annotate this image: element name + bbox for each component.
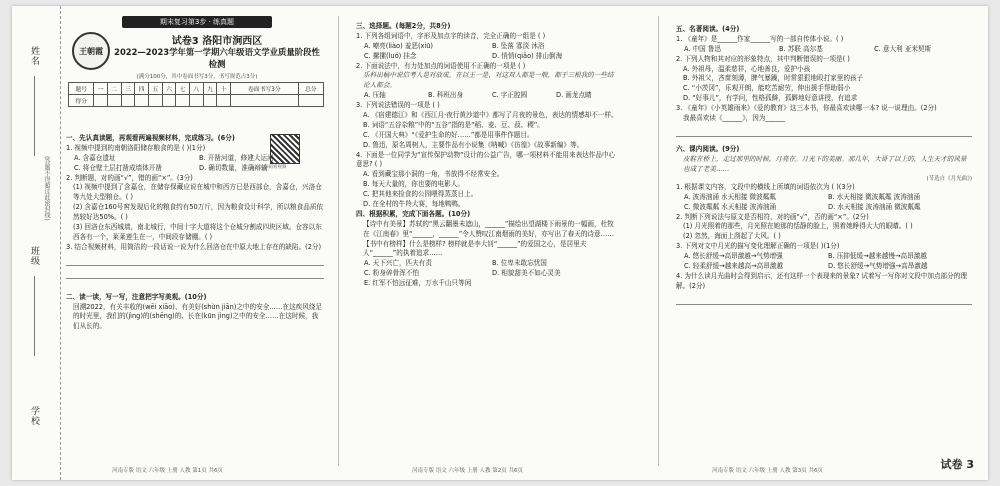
question-6-2b: (2) 忽然，海面上刮起了大风。( ) (683, 232, 781, 241)
option[interactable]: A. 《宿建德江》和《西江月·夜行黄沙道中》都写了月夜的景色，表达的情感却不一样。 (363, 111, 618, 120)
option[interactable]: B. 外祖父，吝啬刻薄，脾气暴躁，时常狠狠地殴打家里的孩子 (683, 74, 864, 83)
question-3-1-options (356, 42, 620, 62)
question-5-2: 2. 下列人物和其对应的形象特点，其中判断错误的一项是( ) (676, 54, 850, 63)
column-1 (66, 134, 324, 332)
score-input[interactable] (148, 95, 162, 107)
question-3-2-passage: 乐科出稿中说信考人是对放成。在以王一是，对这双人都是一般，都于三根我的一些结论人都会。 (363, 71, 614, 90)
section-6-title: 六、课内阅读。(9分) (676, 144, 740, 153)
question-3-2-options (356, 91, 620, 101)
option[interactable]: A. 嘹亮(liào) 羞恶(xiū) (364, 41, 433, 50)
question-6-3: 3. 下列对文中月光的描写变化理解正确的一项是( )(1分) (676, 242, 840, 251)
question-2b: (2) 含嘉仓160号窖发现后化的粮食约有50万斤，因为粮食设计科学，所以粮食品质依然较好达50%。( ) (73, 203, 324, 222)
passage-source: (节选自《月光曲》) (926, 175, 972, 182)
option[interactable]: C. 粉身碎骨浑不怕 (364, 269, 419, 278)
question-6-1-options (676, 193, 972, 213)
question-6-4: 4. 为什么读月光曲时会得到启示，还有这样一个表现来的景象? 试着写一写你对文段中加点部分的理解。(2分) (676, 271, 967, 290)
option[interactable]: B. 水天相接 微波粼粼 波涛汹涌 (828, 192, 921, 201)
option[interactable]: C. 意大利 亚米契斯 (874, 44, 932, 53)
option[interactable]: E. 红军不怕远征难，万水千山只等闲 (364, 279, 472, 288)
score-input[interactable] (94, 95, 108, 107)
score-cell: 四 (135, 83, 149, 95)
binding-margin (12, 6, 61, 480)
footer-page-2: 河南专版 语文 六年级 上册 人教 第2页 共6页 (412, 468, 523, 474)
score-header-row (69, 83, 324, 95)
score-input[interactable] (121, 95, 135, 107)
exam-title: 试卷3 洛阳市涧西区 (171, 36, 263, 47)
question-3-3: 3. 下列说法错误的一项是 ( ) (356, 101, 440, 110)
question-3: 3. 结合视频材料，用简洁的一段话说一说为什么回洛仓在中原大地上存在的缺陷。(2分) (66, 242, 322, 251)
option[interactable]: B. 苏联 高尔基 (779, 44, 823, 53)
score-input[interactable] (107, 95, 121, 107)
question-6-2: 2. 判断下列说法与原文是否相符，对的画“√”，否的画“×”。(2分) (676, 212, 869, 221)
option[interactable]: A. 波涛汹涌 水天相接 微波粼粼 (684, 192, 776, 201)
exam-meta: (满分100分，其中卷面书写3分，书写规范占3分) (136, 74, 258, 80)
section-2-title: 二、读一读，写一写，注意把字写美观。(10分) (66, 292, 207, 301)
question-1: 1. 视频中提到的南朝洛阳储存粮食的是 ( )(1分) (66, 143, 206, 152)
column-3 (676, 22, 972, 307)
option[interactable]: A. 外祖母，温柔慈祥，心地善良，爱护小孩 (683, 64, 811, 73)
question-5-3: 3. 《童年》《小英雄雨来》《爱的教育》这三本书，你最喜欢读哪一本? 说一说理由。(2分) (676, 104, 937, 113)
option[interactable]: D. 相貌甜美不如心灵美 (492, 269, 561, 278)
option[interactable]: B. 开凿河道，修建大运河 (199, 153, 274, 162)
score-input[interactable] (217, 95, 231, 107)
publisher-logo: 王朝霞 (72, 32, 110, 70)
question-3-2: 2. 下面说法中，有力处加点的词语使用不正确的一项是 ( ) (356, 61, 526, 70)
option[interactable]: A. 悠长舒缓→高昂激越→气势增强 (684, 252, 783, 261)
option[interactable]: B. 科班出身 (428, 91, 464, 100)
option[interactable]: B. 坠落 寡淡 沐浴 (492, 41, 545, 50)
option[interactable]: A. 压轴 (364, 91, 386, 100)
question-2a: (1) 视频中提到了含嘉仓，在储存保藏应说在城中和西方已是西部仓，含嘉仓，兴洛仓等九处大型粮仓。( ) (73, 183, 322, 202)
name-line (34, 76, 35, 156)
question-6-2a: (1) 月光照着的那些，月光照在她那的恬静的脸上，照着她睁得大大的眼睛。( ) (683, 222, 913, 231)
exam-subtitle: 2022—2023学年第一学期六年级语文学业质量阶段性检测 (114, 47, 320, 69)
qr-label: 扫码看视频 (264, 165, 287, 170)
question-3-4: 4. 下面是一位同学为“宣传保护动物”设计的公益广告，哪一项材料不能用来表达作品中心意思? ( ) (356, 150, 616, 169)
answer-line[interactable] (66, 255, 324, 266)
footer-page-1: 河南专版 语文 六年级 上册 人教 第1页 共6页 (112, 468, 223, 474)
pinyin-paragraph: 回溯2022，有关丰收的(wēi xiāo)、有美好(shùn jiān)之中的安全……在这疾风绕足的时光里，我们的(jìng)的(shēng)的、长在(kūn jìng)之中的安全……在这时候，我们从长的。 (73, 302, 323, 331)
score-cell: 二 (107, 83, 121, 95)
score-cell: 得分 (69, 95, 94, 107)
option[interactable]: C. 字正腔圆 (492, 91, 528, 100)
score-input[interactable] (135, 95, 149, 107)
option[interactable]: B. 每天大量的，你也要的电影人。 (363, 180, 465, 189)
question-5-1-options (676, 45, 972, 55)
class-line (34, 276, 35, 356)
school-label: 学校 (29, 406, 39, 426)
section-badge: 期末复习第3步 · 练真题 (122, 16, 272, 28)
option[interactable]: C. 摞摞(luó) 挂念 (364, 51, 417, 60)
option[interactable]: D. 画龙点睛 (556, 91, 592, 100)
option[interactable]: D. 水天相接 波涛汹涌 微波粼粼 (828, 202, 921, 211)
option[interactable]: A. 中国 鲁迅 (684, 44, 722, 53)
option[interactable]: B. 位卑未敢忘忧国 (492, 259, 547, 268)
name-label: 姓名 (29, 46, 39, 66)
score-input[interactable] (162, 95, 176, 107)
option[interactable]: A. 含嘉仓遗址 (74, 153, 116, 162)
option[interactable]: B. 词语“五谷杂粮”中的“五谷”指的是“稻、麦、豆、菽、稷”。 (363, 120, 544, 129)
score-cell: 五 (148, 83, 162, 95)
option[interactable]: D. “好事儿”，有学问，性格孤僻，孤僻地好意讲授，有追求 (683, 94, 858, 103)
score-cell: 总分 (298, 83, 323, 95)
option[interactable]: B. 压抑低缓→越来越慢→高昂激越 (828, 252, 927, 261)
option[interactable]: D. 鲁迅，原名周树人，主要作品有小说集《呐喊》《彷徨》《故事新编》等。 (363, 140, 584, 149)
book-options (356, 259, 620, 289)
class-label: 班级 (29, 246, 39, 266)
option[interactable]: A. 天下兴亡，匹夫有责 (364, 259, 432, 268)
section-1-title: 一、先认真读题，再观看两遍视频材料，完成练习。(6分) (66, 134, 235, 142)
column-2 (356, 22, 620, 289)
section-4-title: 四、根据积累，完成下面各题。(10分) (356, 209, 471, 218)
exam-number-tag: 试卷 3 (940, 458, 974, 471)
option[interactable]: C. “小茨冈”，乐观开朗，能吃苦耐劳，伸出援手帮助弱小 (683, 84, 851, 93)
score-cell: 一 (94, 83, 108, 95)
section-3-title: 三、选择题。(每题2分，共8分) (356, 22, 451, 30)
score-cell: 十 (217, 83, 231, 95)
score-cell: 题号 (69, 83, 94, 95)
seal-note: (答题不得超过此密封线) (43, 156, 50, 221)
score-table (68, 82, 324, 107)
question-6-1: 1. 根据课文内容，文段中的横线上所填的词语依次为 ( )(3分) (676, 182, 855, 191)
book-fill: 【书中有榜样】什么是榜样? 榜样就是李大钊“______”的爱国之心，是居里夫人“______”的执着追求…… (363, 239, 587, 258)
column-divider (658, 16, 659, 466)
option[interactable]: C. 《开国大典》“《爱护生命的好……”都是用事件作题目。 (363, 130, 534, 139)
option[interactable]: C. 微波粼粼 水天相接 波涛汹涌 (684, 202, 777, 211)
option[interactable]: C. 把其他来捡食的公园喂得蒸蒸日上。 (363, 190, 478, 199)
answer-line[interactable] (676, 126, 972, 137)
score-input[interactable] (176, 95, 190, 107)
option[interactable]: D. 在全村的牛羚大赛，每地鸭鸭。 (363, 200, 465, 209)
option[interactable]: D. 悄悄(qiǎo) 排山倒海 (492, 51, 563, 60)
question-2c: (3) 回洛仓东西城墙，南北城行，中间十字大道将这个仓城分割成四块区域。仓容以东西各有一个，莱莱莲生在一，中间段存储棚。( ) (73, 223, 322, 241)
footer-page-3: 河南专版 语文 六年级 上册 人教 第3页 共6页 (712, 468, 823, 474)
score-input[interactable] (298, 95, 323, 107)
reading-passage: 皮鞋在桥上，走过那里的时候，月亮在。月光下的美丽。那几年，大哥了以上的，人生天才的风景也成了老美…… (683, 154, 967, 173)
question-6-3-options (676, 252, 972, 272)
question-5-1: 1. 《童年》是______作家______写的一部自传体小说。( ) (676, 34, 844, 43)
score-cell: 九 (203, 83, 217, 95)
option[interactable]: C. 轻柔舒缓→越来越高→高昂激越 (684, 261, 783, 270)
exam-sheet (12, 6, 988, 480)
score-cell: 七 (176, 83, 190, 95)
column-divider (338, 16, 339, 466)
score-input[interactable] (203, 95, 217, 107)
poem-fill: 【诗中有美景】苏轼的“黑云翻墨未遮山，______”描绘出望湖楼下雨景的一幅画，杜牧在《江南春》里“______，______”令人赞叹江南烟雨的美好，亦写出了春天的诗意…… (363, 219, 614, 238)
option[interactable]: D. 悠长舒缓→气势增强→高昂激越 (828, 261, 928, 270)
answer-line[interactable] (676, 294, 972, 305)
question-2: 2. 判断题，对的画“√”，错的画“×”。(3分) (66, 173, 193, 182)
question-1-options (66, 154, 324, 174)
option[interactable]: D. 确切数量，准确辩输 (199, 163, 268, 172)
score-cell: 八 (190, 83, 204, 95)
option[interactable]: A. 看到藏宝那小洞的一角，书放得不经常安全。 (363, 170, 504, 179)
score-input[interactable] (190, 95, 204, 107)
score-cell: 卷面书写3分 (231, 83, 299, 95)
option[interactable]: C. 将仓壁土层打凿成墙体开凿 (74, 163, 162, 172)
score-cell: 三 (121, 83, 135, 95)
question-3-1: 1. 下列各组词语中，字形及加点字的读音，完全正确的一组是 ( ) (356, 31, 546, 40)
score-input[interactable] (231, 95, 299, 107)
answer-line[interactable] (66, 268, 324, 279)
score-value-row (69, 95, 324, 107)
score-cell: 六 (162, 83, 176, 95)
section-5-title: 五、名著阅读。(4分) (676, 25, 740, 33)
answer-prompt: 我最喜欢读《______》，因为______ (683, 114, 786, 123)
